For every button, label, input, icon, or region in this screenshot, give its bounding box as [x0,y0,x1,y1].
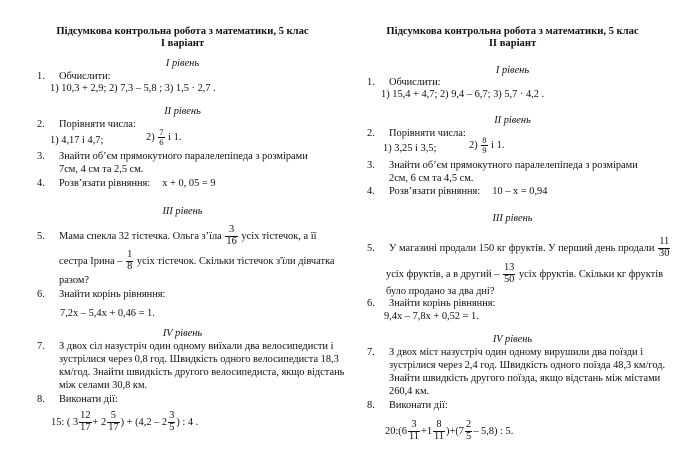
denominator: 6 [159,137,164,148]
fraction [465,420,472,443]
left-task-5-line-3: разом? [59,275,90,286]
task-text: Порівняти числа: [59,119,136,130]
right-task-6 [367,297,495,310]
right-task-2 [367,127,466,140]
left-task-1-expression: 1) 10,3 + 2,9; 2) 7,3 – 5,8 ; 3) 1,5 · 2,7 . [50,83,216,94]
right-task-4 [367,185,547,198]
part-text: і 1. [491,139,505,151]
task-number: 1. [37,71,45,82]
numerator: 1 [127,249,133,260]
denominator: 17 [108,421,119,433]
task-number: 8. [37,394,45,405]
part-label: 2) [469,139,478,151]
task-text: З двох міст назустріч один одному вирушили два поїзди і [389,347,644,358]
right-task-5-line-3: було продано за два дні? [386,286,495,297]
right-level-3: ІІІ рівень [492,213,533,224]
left-level-2: ІІ рівень [164,106,201,117]
right-task-5-line-1 [367,237,671,260]
left-task-8 [37,393,118,406]
right-task-5-line-2 [386,263,663,286]
numerator: 11 [659,236,670,247]
fraction [107,411,119,434]
right-task-1-expression: 1) 15,4 + 4,7; 2) 9,4 – 6,7; 3) 5,7 · 4,2 . [381,89,545,100]
fraction [408,420,420,443]
fraction [481,136,487,155]
fraction [503,263,515,286]
left-task-8-expression [51,411,198,434]
task-text: Мама спекла 32 тістечка. Ольга з’їла [59,230,222,242]
left-task-5-line-1 [37,225,316,248]
task-text: сестра Ірина – [59,255,123,267]
task-text: Виконати дії: [59,394,118,405]
right-variant-label: ІІ варіант [488,38,537,49]
denominator: 9 [482,145,487,156]
denominator: 30 [659,247,670,259]
denominator: 5 [466,430,472,442]
fraction [658,237,670,260]
denominator: 8 [127,260,133,272]
task-number: 7. [37,341,45,352]
right-task-3 [367,159,638,172]
expr-part: ) + (4,2 – 2 [120,416,168,428]
numerator: 3 [408,420,420,432]
left-task-7-line-2: зустрілися через 0,8 год. Швидкість одного велосипедиста 18,3 [59,354,339,365]
left-level-3: ІІІ рівень [162,206,203,217]
left-level-4: ІV рівень [162,328,203,339]
task-text: усіх тістечок. Скільки тістечок з'їли дівчатка [136,255,335,267]
expr-part: 15: ( 3 [51,416,79,428]
left-task-2-part-2 [146,128,181,147]
task-text: Порівняти числа: [389,128,466,139]
task-number: 6. [367,298,375,309]
denominator: 16 [226,235,237,247]
numerator: 2 [466,419,472,430]
task-number: 6. [37,289,45,300]
denominator: 11 [434,430,445,442]
task-text: усіх тістечок, а її [241,230,317,242]
left-task-2 [37,118,136,131]
equation: x + 0, 05 = 9 [162,178,216,189]
right-level-4: ІV рівень [492,334,533,345]
task-text: Виконати дії: [389,400,448,411]
fraction [79,411,91,434]
numerator: 8 [482,135,487,145]
right-task-7-line-3: Знайти швидкість другого поїзда, якщо відстань між містами [389,373,661,384]
numerator: 13 [503,262,515,273]
numerator: 5 [107,411,119,423]
expr-part: 20:(6 [385,425,407,437]
numerator: 3 [225,225,237,237]
left-task-7-line-3: км/год. Знайти швидкість другого велосипедиста, якщо відстань [59,367,345,378]
left-task-3-line-2: 7см, 4 см та 2,5 см. [59,164,144,175]
task-text: Розв’язати рівняння: [389,186,481,197]
right-task-7-line-4: 260,4 км. [389,386,430,397]
left-task-6-equation: 7,2x – 5,4x + 0,46 = 1. [60,308,155,319]
task-number: 2. [37,119,45,130]
right-task-2-part-1: 1) 3,25 і 3,5; [383,143,437,154]
right-level-2: ІІ рівень [494,115,531,126]
left-task-4 [37,177,216,190]
left-title: Підсумкова контрольна робота з математики, 5 клас [56,26,309,37]
expr-part: + 2 [92,416,107,428]
task-number: 2. [367,128,375,139]
denominator: 11 [408,430,419,442]
expr-part: )+(7 [446,425,465,437]
task-number: 3. [367,160,375,171]
right-task-6-equation: 9,4x – 7,8x + 0,52 = 1. [384,311,479,322]
numerator: 12 [80,410,91,421]
left-task-7 [37,340,333,353]
right-task-7 [367,346,643,359]
denominator: 5 [169,421,175,433]
left-task-2-part-1: 1) 4,17 і 4,7; [50,135,104,146]
left-variant-label: І варіант [160,38,205,49]
fraction [433,420,445,443]
task-text: Обчислити: [59,71,111,82]
task-number: 8. [367,400,375,411]
right-task-3-line-2: 2см, 6 см та 4,5 см. [389,173,474,184]
left-task-5-line-2 [59,250,335,273]
expr-part: ) : 4 . [176,416,199,428]
part-label: 2) [146,131,155,143]
left-task-3 [37,150,308,163]
task-number: 1. [367,77,375,88]
right-task-8-expression [385,420,513,443]
equation: 10 – x = 0,94 [492,186,548,197]
task-text: Розв’язати рівняння: [59,178,151,189]
task-text: Знайти корінь рівняння: [59,289,166,300]
task-number: 3. [37,151,45,162]
expr-part: – 5,8) : 5. [473,425,514,437]
task-number: 5. [37,230,45,242]
part-text: і 1. [168,131,182,143]
expr-part: +1 [420,425,433,437]
task-text: Знайти корінь рівняння: [389,298,496,309]
denominator: 50 [503,273,515,285]
task-text: У магазині продали 150 кг фруктів. У перший день продали [389,242,655,254]
task-number: 5. [367,242,375,254]
numerator: 7 [159,127,164,137]
task-number: 7. [367,347,375,358]
right-task-7-line-2: зустрілися через 2,4 год. Швидкість одного поїзда 48,3 км/год. [389,360,666,371]
task-text: Знайти об’єм прямокутного паралелепіпеда з розмірами [389,160,638,171]
left-level-1: І рівень [165,58,200,69]
task-text: усіх фруктів. Скільки кг фруктів [518,268,664,280]
fraction [168,411,175,434]
task-number: 4. [367,186,375,197]
right-level-1: І рівень [495,65,530,76]
fraction [158,128,164,147]
task-text: Обчислити: [389,77,441,88]
task-text: усіх фруктів, а в другий – [386,268,500,280]
left-task-6 [37,288,165,301]
left-task-7-line-4: між селами 30,8 км. [59,380,148,391]
numerator: 3 [169,410,175,421]
right-task-2-part-2 [469,136,504,155]
numerator: 8 [433,420,445,432]
right-task-8 [367,399,448,412]
denominator: 17 [80,421,91,433]
task-text: З двох сіл назустріч один одному виїхали два велосипедисти і [59,341,334,352]
task-number: 4. [37,178,45,189]
fraction [225,225,237,248]
fraction [126,250,133,273]
task-text: Знайти об’єм прямокутного паралелепіпеда з розмірами [59,151,308,162]
right-title: Підсумкова контрольна робота з математики, 5 клас [386,26,639,37]
